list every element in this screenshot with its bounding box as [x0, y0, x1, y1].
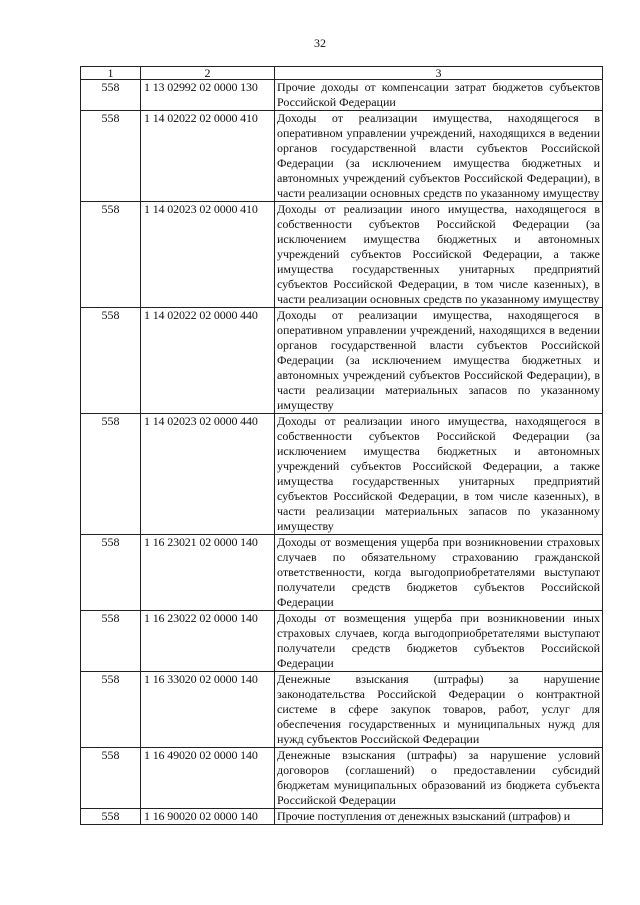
- revenue-name-cell: Доходы от реализации иного имущества, находящегося в собственности субъектов Российской Федерации (за исключением имущества бюджетных и автономных учреждений субъектов Российской Федерации, а также имущества государственных унитарных предприятий субъектов Российской Федерации, в том числе казенных), в части реализации основных средств по указанному имуществу: [275, 202, 603, 308]
- revenue-code-cell: 1 14 02022 02 0000 440: [141, 308, 275, 414]
- table-row: [81, 414, 603, 535]
- revenue-code-cell: 1 14 02023 02 0000 410: [141, 202, 275, 308]
- admin-code-cell: 558: [81, 308, 141, 414]
- admin-code-cell: 558: [81, 748, 141, 809]
- revenue-code-cell: 1 16 90020 02 0000 140: [141, 809, 275, 825]
- admin-code-cell: 558: [81, 111, 141, 202]
- admin-code-cell: 558: [81, 611, 141, 672]
- revenue-name-cell: Прочие поступления от денежных взысканий (штрафов) и: [275, 809, 603, 825]
- revenue-code-cell: 1 16 49020 02 0000 140: [141, 748, 275, 809]
- admin-code-cell: 558: [81, 202, 141, 308]
- revenue-name-cell: Прочие доходы от компенсации затрат бюджетов субъектов Российской Федерации: [275, 80, 603, 111]
- table-row: [81, 202, 603, 308]
- table-row: [81, 748, 603, 809]
- page-number: 32: [314, 36, 326, 50]
- table-header-row: [81, 67, 603, 80]
- revenue-name-cell: Доходы от возмещения ущерба при возникновении страховых случаев по обязательному страхованию гражданской ответственности, когда выгодоприобретателями выступают получатели средств бюджетов субъектов Российской Федерации: [275, 535, 603, 611]
- revenue-name-cell: Доходы от реализации имущества, находящегося в оперативном управлении учреждений, находящихся в ведении органов государственной власти субъектов Российской Федерации (за исключением имущества бюджетных и автономных учреждений субъектов Российской Федерации), в части реализации материальных запасов по указанному имуществу: [275, 308, 603, 414]
- revenue-code-cell: 1 16 33020 02 0000 140: [141, 672, 275, 748]
- revenue-code-cell: 1 14 02023 02 0000 440: [141, 414, 275, 535]
- column-header-3: 3: [275, 67, 603, 80]
- revenue-code-cell: 1 16 23022 02 0000 140: [141, 611, 275, 672]
- revenue-name-cell: Денежные взыскания (штрафы) за нарушение законодательства Российской Федерации о контрактной системе в сфере закупок товаров, работ, услуг для обеспечения государственных и муниципальных нужд для нужд субъектов Российской Федерации: [275, 672, 603, 748]
- revenue-code-cell: 1 14 02022 02 0000 410: [141, 111, 275, 202]
- revenue-code-cell: 1 13 02992 02 0000 130: [141, 80, 275, 111]
- revenue-codes-table: [80, 66, 603, 825]
- admin-code-cell: 558: [81, 535, 141, 611]
- revenue-name-cell: Доходы от реализации имущества, находящегося в оперативном управлении учреждений, находящихся в ведении органов государственной власти субъектов Российской Федерации (за исключением имущества бюджетных и автономных учреждений субъектов Российской Федерации), в части реализации основных средств по указанному имуществу: [275, 111, 603, 202]
- revenue-code-cell: 1 16 23021 02 0000 140: [141, 535, 275, 611]
- revenue-name-cell: Денежные взыскания (штрафы) за нарушение условий договоров (соглашений) о предоставлении субсидий бюджетам муниципальных образований из бюджета субъекта Российской Федерации: [275, 748, 603, 809]
- table-row: [81, 80, 603, 111]
- admin-code-cell: 558: [81, 809, 141, 825]
- table-row: [81, 809, 603, 825]
- revenue-name-cell: Доходы от возмещения ущерба при возникновении иных страховых случаев, когда выгодоприобретателями выступают получатели средств бюджетов субъектов Российской Федерации: [275, 611, 603, 672]
- column-header-1: 1: [81, 67, 141, 80]
- table-row: [81, 111, 603, 202]
- admin-code-cell: 558: [81, 414, 141, 535]
- table-row: [81, 308, 603, 414]
- admin-code-cell: 558: [81, 672, 141, 748]
- revenue-name-cell: Доходы от реализации иного имущества, находящегося в собственности субъектов Российской Федерации (за исключением имущества бюджетных и автономных учреждений субъектов Российской Федерации, а также имущества государственных унитарных предприятий субъектов Российской Федерации, в том числе казенных), в части реализации материальных запасов по указанному имуществу: [275, 414, 603, 535]
- table-row: [81, 672, 603, 748]
- admin-code-cell: 558: [81, 80, 141, 111]
- column-header-2: 2: [141, 67, 275, 80]
- table-row: [81, 535, 603, 611]
- table-row: [81, 611, 603, 672]
